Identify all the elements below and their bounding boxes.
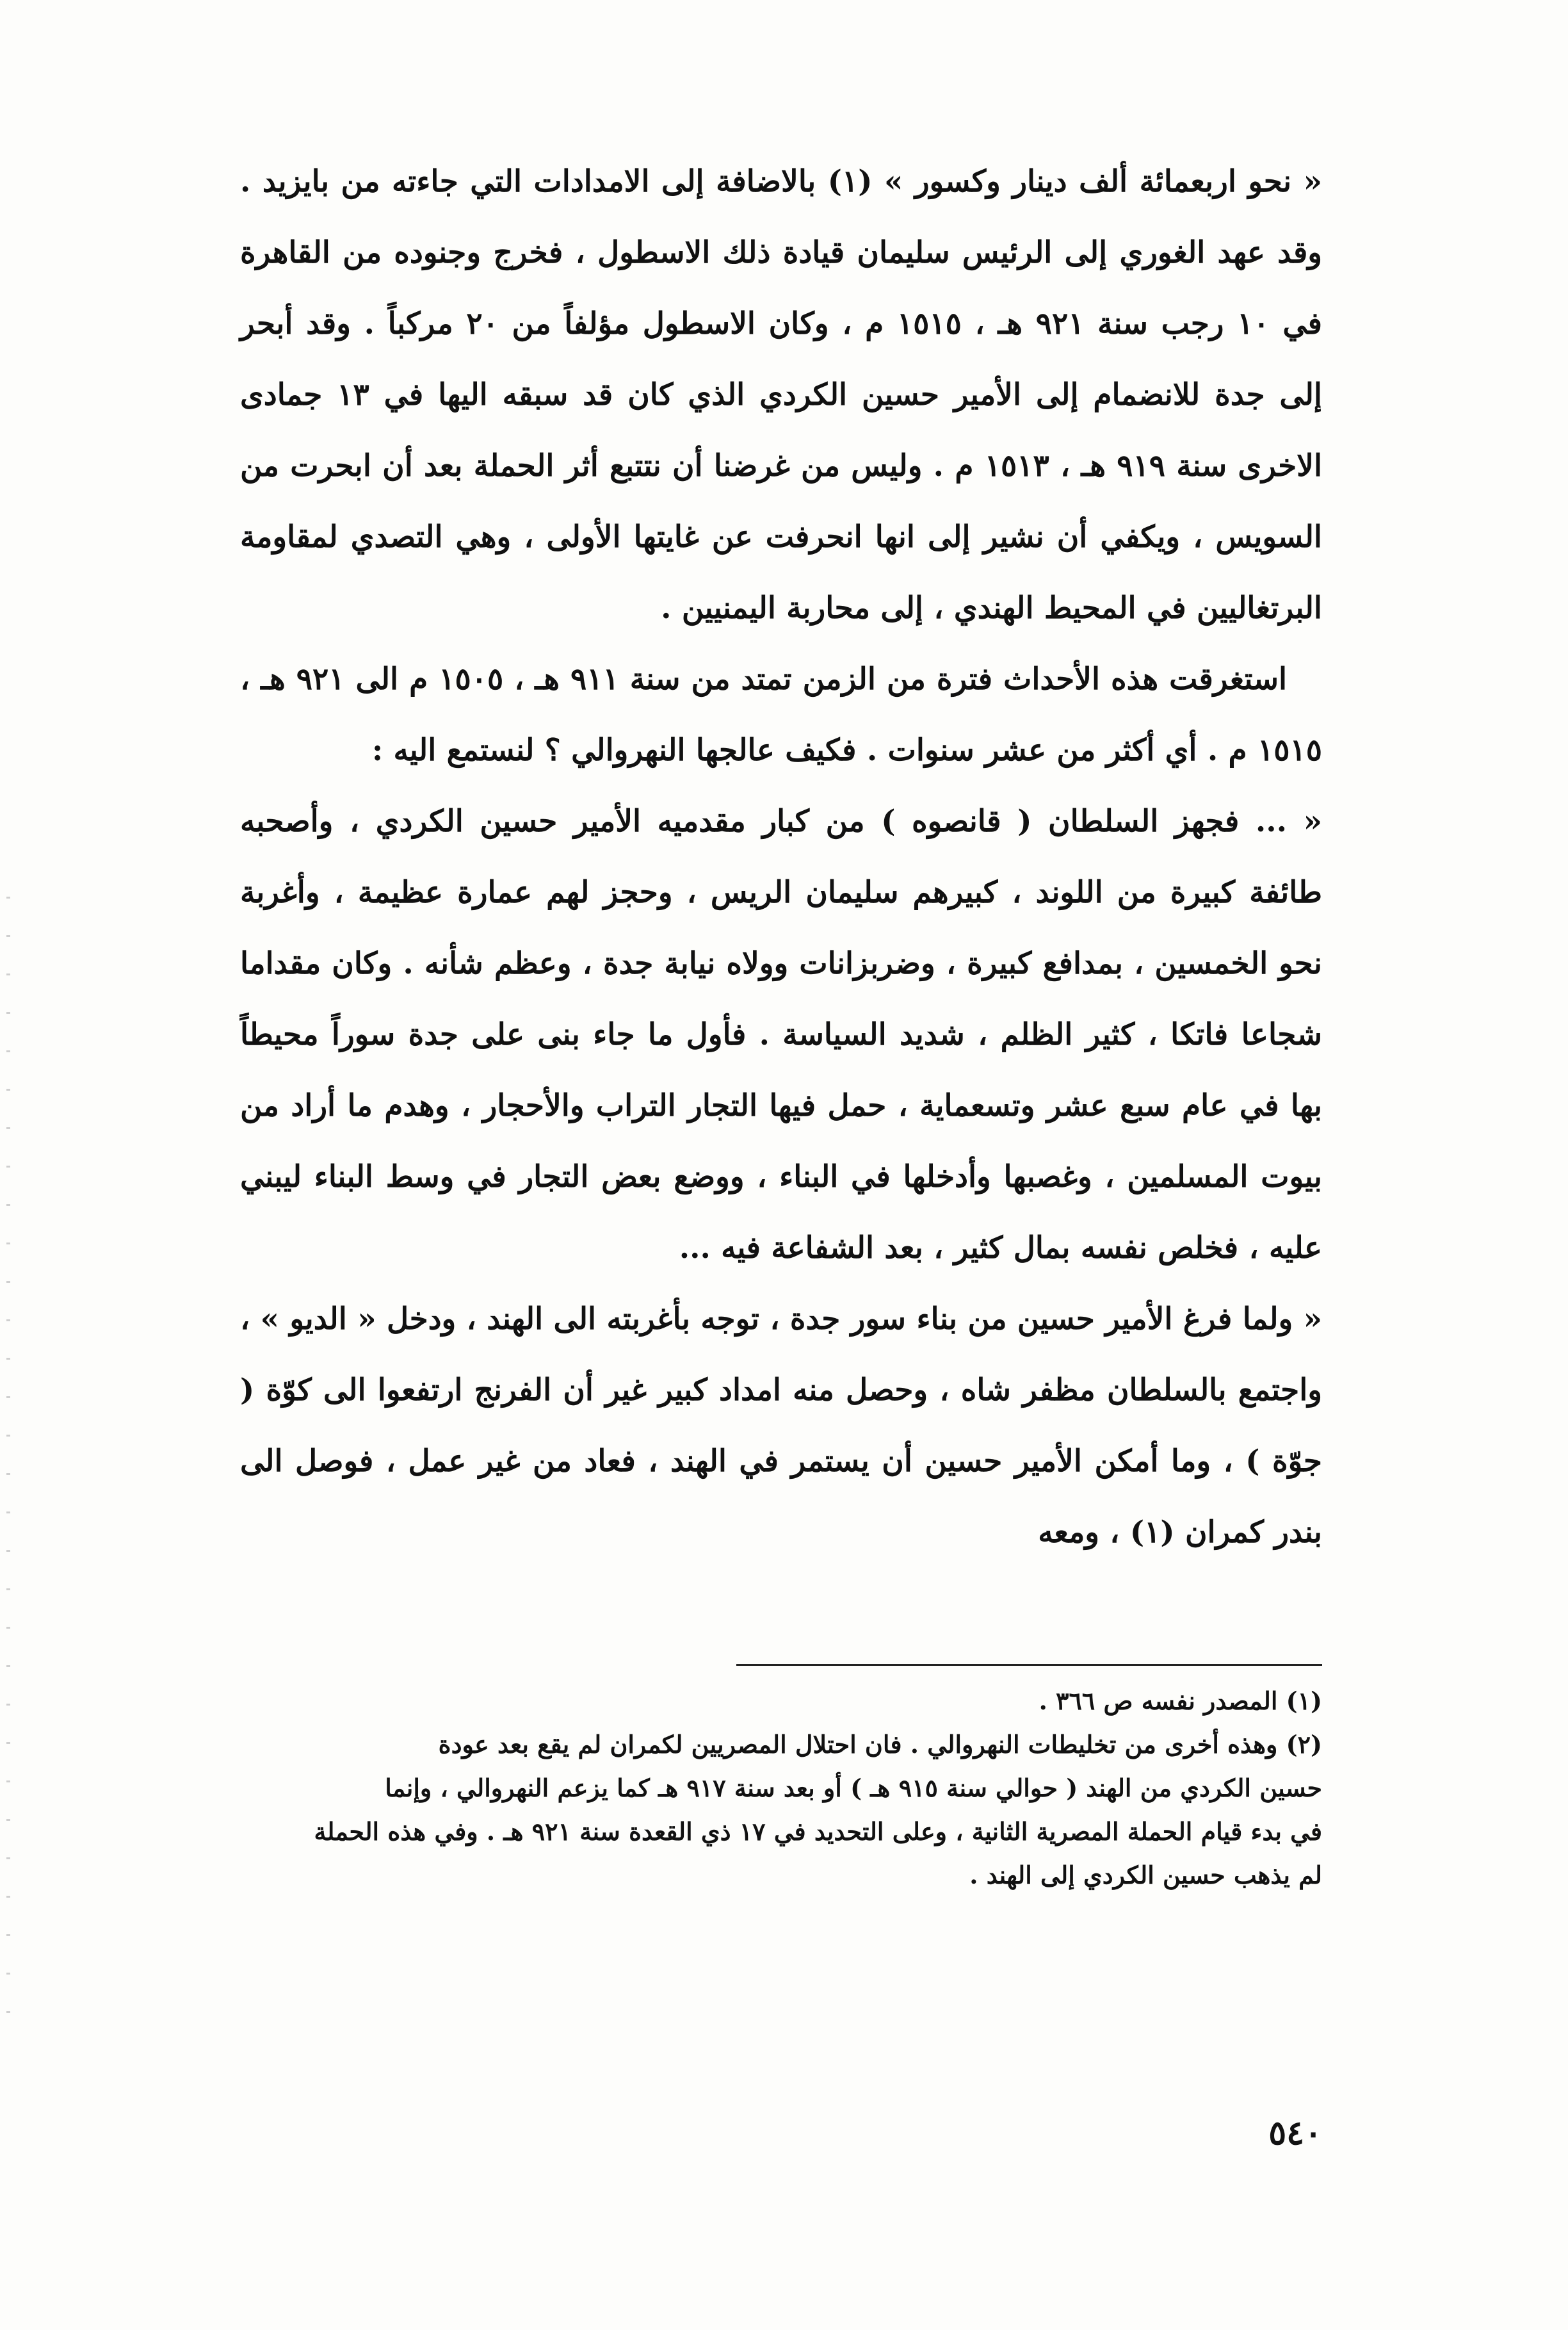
paragraph-2: استغرقت هذه الأحداث فترة من الزمن تمتد من سنة ٩١١ هـ ، ١٥٠٥ م الى ٩٢١ هـ ، ١٥١٥ م . أي أكثر من عشر سنوات . فكيف عالجها النهروالي ؟ لنستمع اليه : xyxy=(240,662,1322,768)
paragraph-3-quote: « ... فجهز السلطان ( قانصوه ) من كبار مقدميه الأمير حسين الكردي ، وأصحبه طائفة كبيرة من اللوند ، كبيرهم سليمان الريس ، وحجز لهم عمارة عظيمة ، وأغربة نحو الخمسين ، بمدافع كبيرة ، وضربزانات وولاه نيابة جدة ، وعظم شأنه . وكان مقداما شجاعا فاتكا ، كثير الظلم ، شديد السياسة . فأول ما جاء بنى على جدة سوراً محيطاً بها في عام سبع عشر وتسعماية ، حمل فيها التجار التراب والأحجار ، وهدم ما أراد من بيوت المسلمين ، وغصبها وأدخلها في البناء ، ووضع بعض التجار في وسط البناء ليبني عليه ، فخلص نفسه بمال كثير ، بعد الشفاعة فيه ... xyxy=(240,804,1322,1266)
paragraph-1: « نحو اربعمائة ألف دينار وكسور » (١) بالاضافة إلى الامدادات التي جاءته من بايزيد . وقد عهد الغوري إلى الرئيس سليمان قيادة ذلك الاسطول ، فخرج وجنوده من القاهرة في ١٠ رجب سنة ٩٢١ هـ ، ١٥١٥ م ، وكان الاسطول مؤلفاً من ٢٠ مركباً . وقد أبحر إلى جدة للانضمام إلى الأمير حسين الكردي الذي كان قد سبقه اليها في ١٣ جمادى الاخرى سنة ٩١٩ هـ ، ١٥١٣ م . وليس من غرضنا أن نتتبع أثر الحملة بعد أن ابحرت من السويس ، ويكفي أن نشير إلى انها انحرفت عن غايتها الأولى ، وهي التصدي لمقاومة البرتغاليين في المحيط الهندي ، إلى محاربة اليمنيين . xyxy=(240,164,1323,626)
footnote-2-line-3: في بدء قيام الحملة المصرية الثانية ، وعلى التحديد في ١٧ ذي القعدة سنة ٩٢١ هـ . وفي هذه الحملة xyxy=(314,1817,1322,1846)
page-number: ٥٤٠ xyxy=(1268,2114,1322,2153)
footnote-separator xyxy=(736,1664,1322,1666)
main-text xyxy=(240,146,1322,1568)
footnote-1 xyxy=(240,1679,1322,1723)
footnotes xyxy=(240,1679,1322,1897)
binding-edge-marks xyxy=(6,897,10,2049)
footnote-2-line-2: حسين الكردي من الهند ( حوالي سنة ٩١٥ هـ ) أو بعد سنة ٩١٧ هـ كما يزعم النهروالي ، وإنما xyxy=(385,1773,1322,1802)
footnote-2-line-4: لم يذهب حسين الكردي إلى الهند . xyxy=(969,1861,1322,1889)
footnote-2 xyxy=(240,1723,1322,1897)
paragraph-4-quote: « ولما فرغ الأمير حسين من بناء سور جدة ، توجه بأغربته الى الهند ، ودخل « الديو » ، واجتمع بالسلطان مظفر شاه ، وحصل منه امداد كبير غير أن الفرنج ارتفعوا الى كوّة ( جوّة ) ، وما أمكن الأمير حسين أن يستمر في الهند ، فعاد من غير عمل ، فوصل الى بندر كمران (١) ، ومعه xyxy=(240,1301,1322,1550)
footnote-1-line-1: (١) المصدر نفسه ص ٣٦٦ . xyxy=(1039,1686,1322,1715)
footnote-2-line-1: (٢) وهذه أخرى من تخليطات النهروالي . فان احتلال المصريين لكمران لم يقع بعد عودة xyxy=(438,1730,1322,1759)
